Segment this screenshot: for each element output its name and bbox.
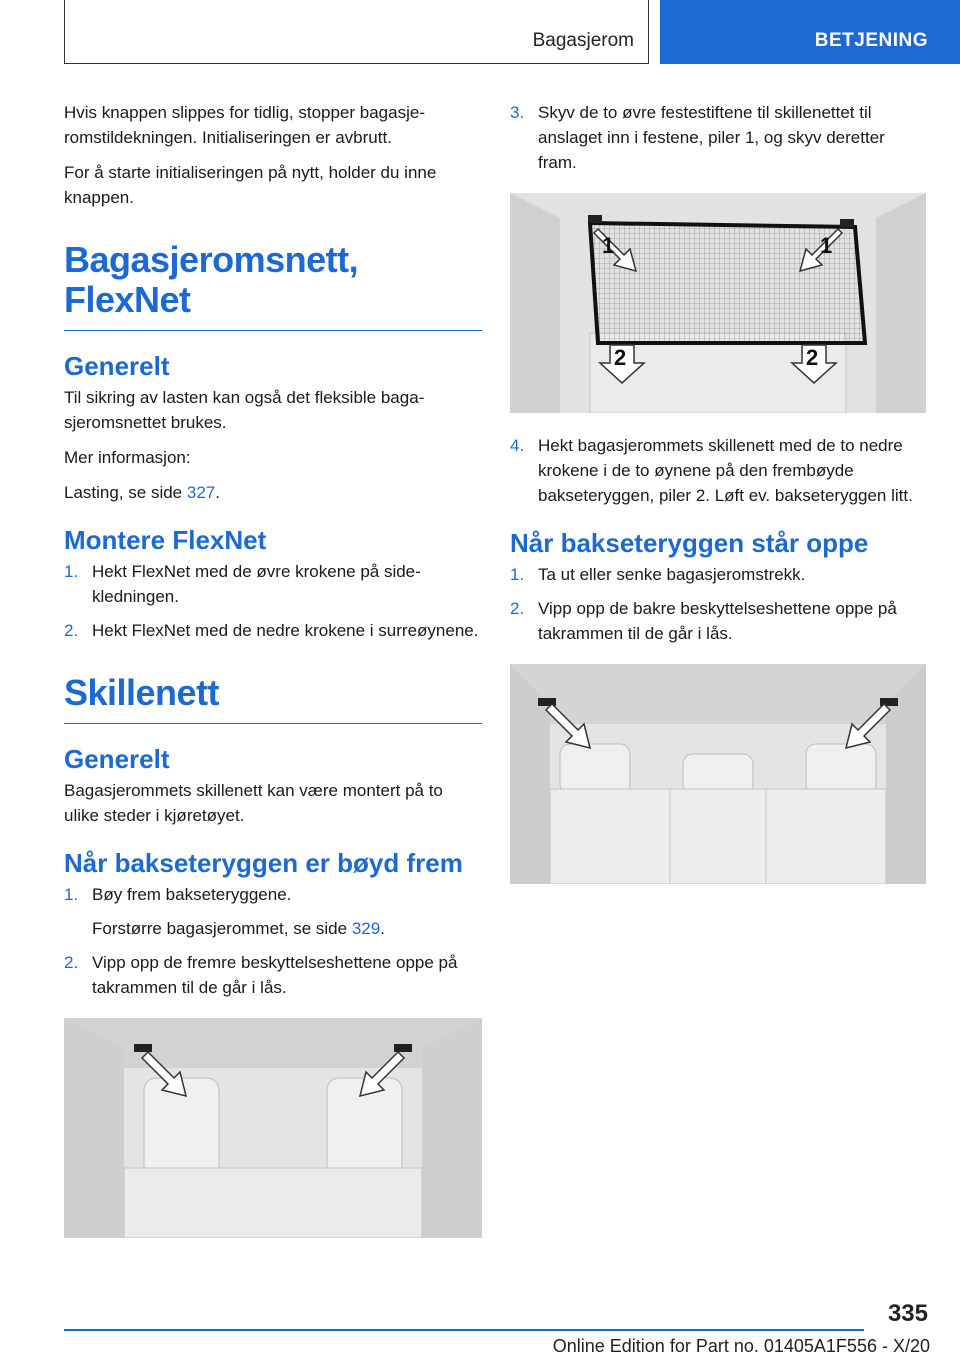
header-section-title: Bagasjerom bbox=[532, 30, 634, 51]
skillenett-general-text: Bagasjerommets skillenett kan være montert på to ulike steder i kjøretøyet. bbox=[64, 781, 443, 825]
header-section-box bbox=[64, 0, 649, 64]
montere-steps-list bbox=[64, 559, 482, 643]
step-number: 1. bbox=[64, 562, 79, 581]
lasting-prefix: Lasting, se side bbox=[64, 483, 187, 502]
intro-paragraph-1: Hvis knappen slippes for tidlig, stopper bagasjeromstildekningen. Initialiseringen er avbrutt. bbox=[64, 103, 425, 147]
page-number: 335 bbox=[887, 1300, 928, 1327]
list-item bbox=[510, 596, 926, 646]
step-number: 2. bbox=[64, 621, 79, 640]
flexnet-general-text: Til sikring av lasten kan også det fleksible bagasjeromsnettet brukes. bbox=[64, 388, 425, 432]
label-1-left: 1 bbox=[602, 233, 615, 258]
step-number: 1. bbox=[64, 885, 79, 904]
list-item bbox=[510, 562, 926, 587]
lasting-suffix: . bbox=[215, 483, 220, 502]
step-text: Hekt bagasjerommets skillenett med de to nedre krokene i de to øynene på den frembøyde bakseteryggen, piler 2. Løft ev. bakseteryggen litt. bbox=[538, 436, 913, 505]
step-text: Vipp opp de fremre beskyttelseshettene oppe på takrammen til de går i lås. bbox=[92, 953, 458, 997]
step-text: Skyv de to øvre festestiftene til skillenettet til anslaget inn i festene, piler 1, og skyv deretter fram. bbox=[538, 103, 885, 172]
step-subtext bbox=[92, 916, 482, 941]
oppe-steps-list bbox=[510, 562, 926, 646]
step-text: Ta ut eller senke bagasjeromstrekk. bbox=[538, 565, 806, 584]
step-number: 4. bbox=[510, 436, 525, 455]
heading-oppe: Når bakseteryggen står oppe bbox=[510, 528, 869, 558]
intro-paragraph-2: For å starte initialiseringen på nytt, holder du inne knappen. bbox=[64, 163, 437, 207]
header-chapter-tab bbox=[660, 0, 960, 64]
heading-montere-flexnet: Montere FlexNet bbox=[64, 525, 267, 555]
heading-boyd-frem: Når bakseteryggen er bøyd frem bbox=[64, 848, 463, 878]
forstorre-prefix: Forstørre bagasjerommet, se side bbox=[92, 919, 352, 938]
footer-edition: Online Edition for Part no. 01405A1F556 - X/20 bbox=[552, 1336, 930, 1356]
boyd-steps-list bbox=[64, 882, 482, 1000]
more-info-text: Mer informasjon: bbox=[64, 448, 191, 467]
step-text: Hekt FlexNet med de nedre krokene i surreøynene. bbox=[92, 621, 479, 640]
forstorre-suffix: . bbox=[380, 919, 385, 938]
step-text: Hekt FlexNet med de øvre krokene på sidekledningen. bbox=[92, 562, 421, 606]
label-2-right: 2 bbox=[806, 345, 819, 370]
label-2-left: 2 bbox=[614, 345, 627, 370]
step-text: Bøy frem bakseteryggene. bbox=[92, 885, 292, 904]
list-item bbox=[64, 559, 482, 609]
list-item bbox=[510, 100, 926, 175]
step-number: 1. bbox=[510, 565, 525, 584]
heading-flexnet: Bagasjeromsnett, FlexNet bbox=[64, 240, 482, 331]
list-item bbox=[510, 433, 926, 508]
cargo-illustration bbox=[64, 1018, 482, 1238]
step-number: 2. bbox=[510, 599, 525, 618]
forstorre-page-link[interactable]: 329 bbox=[351, 919, 381, 938]
flexnet-illustration bbox=[510, 193, 926, 413]
step-number: 3. bbox=[510, 103, 525, 122]
header-chapter-title: BETJENING bbox=[814, 30, 928, 51]
cargo-upright-illustration bbox=[510, 664, 926, 884]
right-column bbox=[510, 100, 926, 904]
footer-divider bbox=[64, 1329, 864, 1331]
heading-generelt-skillenett: Generelt bbox=[64, 744, 170, 774]
list-item bbox=[64, 882, 482, 941]
flexnet-steps-cont2-list bbox=[510, 433, 926, 508]
left-column bbox=[64, 100, 482, 1258]
photo-cargo-seats-folded bbox=[64, 1018, 482, 1238]
photo-flexnet-mounting bbox=[510, 193, 926, 413]
heading-skillenett: Skillenett bbox=[64, 673, 482, 724]
label-1-right: 1 bbox=[820, 233, 833, 258]
step-text: Vipp opp de bakre beskyttelseshettene oppe på takrammen til de går i lås. bbox=[538, 599, 897, 643]
step-number: 2. bbox=[64, 953, 79, 972]
lasting-page-link[interactable]: 327 bbox=[186, 483, 216, 502]
heading-generelt-flexnet: Generelt bbox=[64, 351, 170, 381]
flexnet-steps-cont-list bbox=[510, 100, 926, 175]
list-item bbox=[64, 950, 482, 1000]
photo-cargo-seats-upright bbox=[510, 664, 926, 884]
list-item bbox=[64, 618, 482, 643]
lasting-reference bbox=[64, 480, 482, 505]
